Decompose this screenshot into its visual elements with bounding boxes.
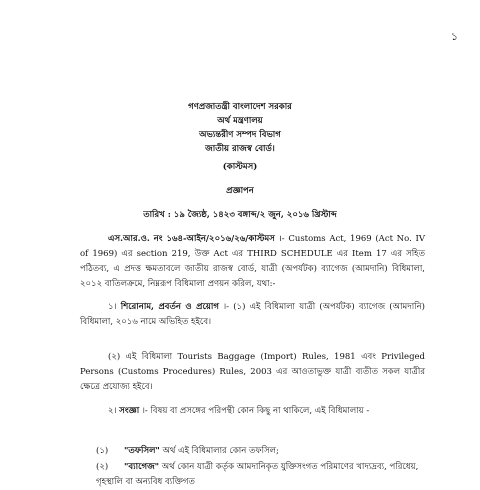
definition-item — [96, 460, 426, 490]
header-line-division: অভ্যন্তরীণ সম্পদ বিভাগ — [199, 130, 281, 140]
section-1-text: ।- (১) এই বিধিমালা যাত্রী (অপর্যটক) ব্যাগেজ (আমদানি) বিধিমালা, ২০১৬ নামে অভিহিত হইবে। — [80, 302, 425, 327]
header-line-government: গণপ্রজাতন্ত্রী বাংলাদেশ সরকার — [188, 102, 292, 112]
definition-text: অর্থ কোন যাত্রী কর্তৃক আমদানিকৃত যুক্তিসংগত পরিমাণের খাদ্যদ্রব্য, পরিধেয়, গৃহস্থালি বা অন্যবিধ ব্যক্তিগত — [96, 462, 419, 487]
section-2-text: ।- বিষয় বা প্রসঙ্গের পরিপন্থী কোন কিছু না থাকিলে, এই বিধিমালায় - — [139, 406, 370, 416]
section-1-heading: শিরোনাম, প্রবর্তন ও প্রয়োগ — [120, 302, 219, 312]
customs-label: (কাস্টমস) — [222, 162, 258, 172]
definition-term: "তফসিল" — [124, 446, 160, 456]
notice-title: প্রজ্ঞাপন — [226, 186, 254, 196]
definition-text: অর্থ এই বিধিমালার কোন তফসিল; — [159, 446, 279, 456]
definition-term: "ব্যাগেজ" — [124, 462, 160, 472]
subclause-2-text: (২) এই বিধিমালা Tourists Baggage (Import) Rules, 1981 এবং Privileged Persons (Customs Procedures) Rules, 2003 এর আওতাভুক্ত যাত্রী ব্যতীত সকল যাত্রীর ক্ষেত্রে প্রযোজ্য হইবে। — [80, 352, 425, 392]
definition-number: (১) — [96, 446, 109, 456]
sro-number: এস.আর.ও. নং ১৬৪-আইন/২০১৬/২৬/কাস্টমস — [108, 234, 275, 244]
definition-item — [96, 444, 426, 459]
section-1-paragraph — [80, 300, 425, 330]
definition-number: (২) — [96, 462, 109, 472]
section-1-number: ১। — [108, 302, 117, 312]
page-number: ১ — [450, 30, 458, 43]
notice-date: তারিখ : ১৯ জ্যৈষ্ঠ, ১৪২৩ বঙ্গাব্দ/২ জুন, ২০১৬ খ্রিস্টাব্দ — [143, 210, 337, 220]
section-2-number: ২। — [108, 406, 117, 416]
header-line-ministry: অর্থ মন্ত্রণালয় — [217, 116, 263, 126]
document-header — [0, 100, 480, 156]
section-2-paragraph — [80, 404, 425, 419]
section-2-heading: সংজ্ঞা — [119, 406, 140, 416]
preamble-text: ।- Customs Act, 1969 (Act No. IV of 1969) এর section 219, উক্ত Act এর THIRD SCHEDULE এর Item 17 এর সহিত পঠিতব্য, এ প্রদত্ত ক্ষমতাবলে জাতীয় রাজস্ব বোর্ড, যাত্রী (অপর্যটক) ব্যাগেজ (আমদানি) বিধিমালা, ২০১২ বাতিলক্রমে, নিম্নরূপ বিধিমালা প্রণয়ন করিল, যথা:- — [80, 234, 425, 289]
section-1-subclause-2 — [80, 350, 425, 395]
preamble-paragraph — [80, 232, 425, 292]
header-line-board: জাতীয় রাজস্ব বোর্ড। — [205, 144, 275, 154]
